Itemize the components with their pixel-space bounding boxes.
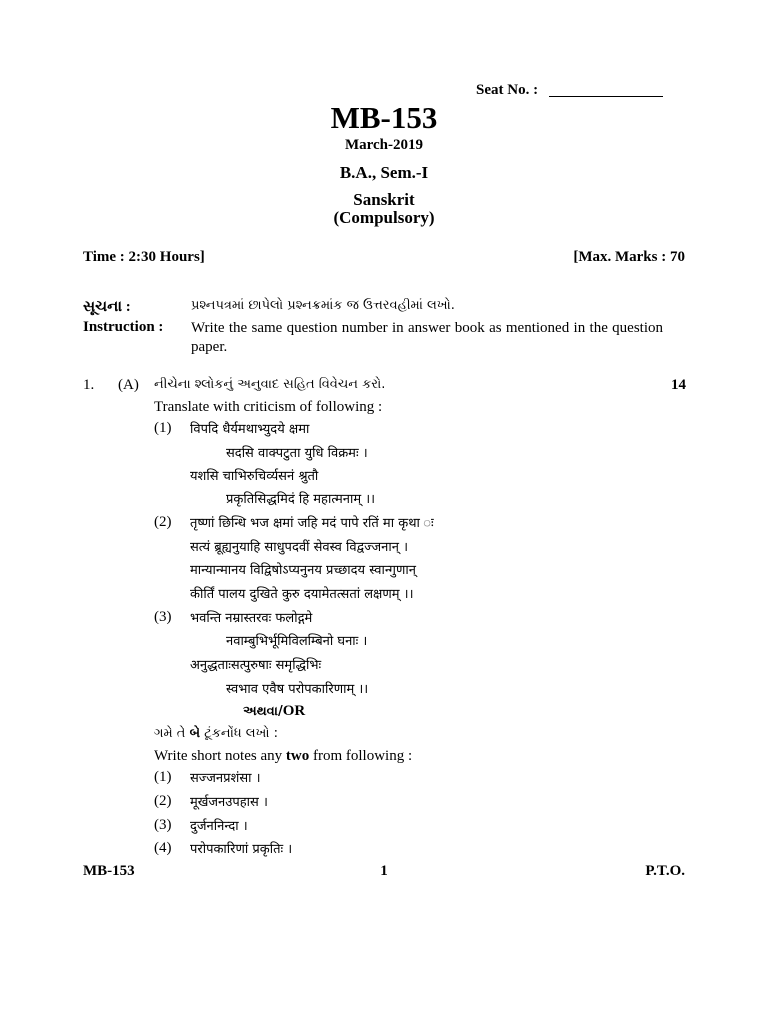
please-turn-over: P.T.O. <box>645 863 685 879</box>
question-prompt-gujarati: નીચેના શ્લોકનું અનુવાદ સહિત વિવેચન કરો. <box>154 377 386 392</box>
verse-line: तृष्णां छिन्धि भज क्षमां जहि मदं पापे रतिं मा कृथा ः <box>190 516 434 531</box>
verse-line: भवन्ति नम्रास्तरवः फलोद्गमे <box>190 611 313 626</box>
verse-number: (2) <box>154 514 172 530</box>
question-number: 1. <box>83 377 95 393</box>
verse-line: विपदि धैर्यमथाभ्युदये क्षमा <box>190 422 310 437</box>
verse-line: यशसि चाभिरुचिर्व्यसनं श्रुतौ <box>190 469 319 484</box>
or-english: OR <box>282 703 306 719</box>
paper-code-title: MB-153 <box>330 100 438 135</box>
verse-line: मान्यान्मानय विद्विषोऽप्यनुनय प्रच्छादय स्वान्गुणान् <box>190 563 416 578</box>
note-topic: परोपकारिणां प्रकृतिः । <box>190 842 293 857</box>
verse-number: (3) <box>154 609 172 625</box>
seat-number-blank <box>549 96 663 97</box>
subject-subtitle: (Compulsory) <box>333 208 435 227</box>
max-marks: [Max. Marks : 70 <box>573 249 685 265</box>
exam-date: March-2019 <box>344 137 424 153</box>
course-name: B.A., Sem.-I <box>339 163 429 182</box>
verse-line: सदसि वाक्पटुता युधि विक्रमः । <box>226 446 368 461</box>
verse-number: (1) <box>154 420 172 436</box>
footer-paper-code: MB-153 <box>83 863 135 879</box>
short-notes-prompt-english: Write short notes any two from following : <box>154 748 413 764</box>
time-allowed: Time : 2:30 Hours] <box>83 249 205 265</box>
page-number: 1 <box>380 863 388 879</box>
note-topic: दुर्जननिन्दा । <box>190 819 248 834</box>
note-topic: सज्जनप्रशंसा । <box>190 771 261 786</box>
instruction-text-gujarati: પ્રશ્નપત્રમાં છાપેલો પ્રશ્નક્રમાંક જ ઉત્તરવહીમાં લખો. <box>191 298 455 313</box>
seat-number-label: Seat No. : <box>476 82 539 98</box>
note-number: (4) <box>154 840 172 856</box>
instruction-label-english: Instruction : <box>83 319 164 335</box>
verse-line: स्वभाव एवैष परोपकारिणाम् ।। <box>226 682 369 697</box>
question-part: (A) <box>118 377 139 393</box>
note-topic: मूर्खजनउपहास । <box>190 795 268 810</box>
note-number: (1) <box>154 769 172 785</box>
or-separator <box>243 702 305 720</box>
question-marks: 14 <box>671 377 686 393</box>
verse-line: सत्यं ब्रूह्यनुयाहि साधुपदवीं सेवस्व विद्वज्जनान् । <box>190 540 409 555</box>
or-gujarati: અથવા/ <box>243 704 283 719</box>
short-notes-prompt-gujarati: ગમે તે બે ટૂંકનોંધ લખો : <box>154 726 279 741</box>
note-number: (3) <box>154 817 172 833</box>
question-prompt-english: Translate with criticism of following : <box>154 399 383 415</box>
verse-line: प्रकृतिसिद्धमिदं हि महात्मनाम् ।। <box>226 492 376 507</box>
note-number: (2) <box>154 793 172 809</box>
verse-line: कीर्तिं पालय दुखिते कुरु दयामेतत्सतां लक्षणम् ।। <box>190 587 414 602</box>
verse-line: नवाम्बुभिर्भूमिविलम्बिनो घनाः । <box>226 634 368 649</box>
verse-line: अनुद्धताःसत्पुरुषाः समृद्धिभिः <box>190 658 322 673</box>
instruction-text-english: Write the same question number in answer book as mentioned in the question paper. <box>191 320 663 355</box>
subject-name: Sanskrit <box>353 190 415 209</box>
instruction-label-gujarati: સૂચના : <box>83 299 131 315</box>
